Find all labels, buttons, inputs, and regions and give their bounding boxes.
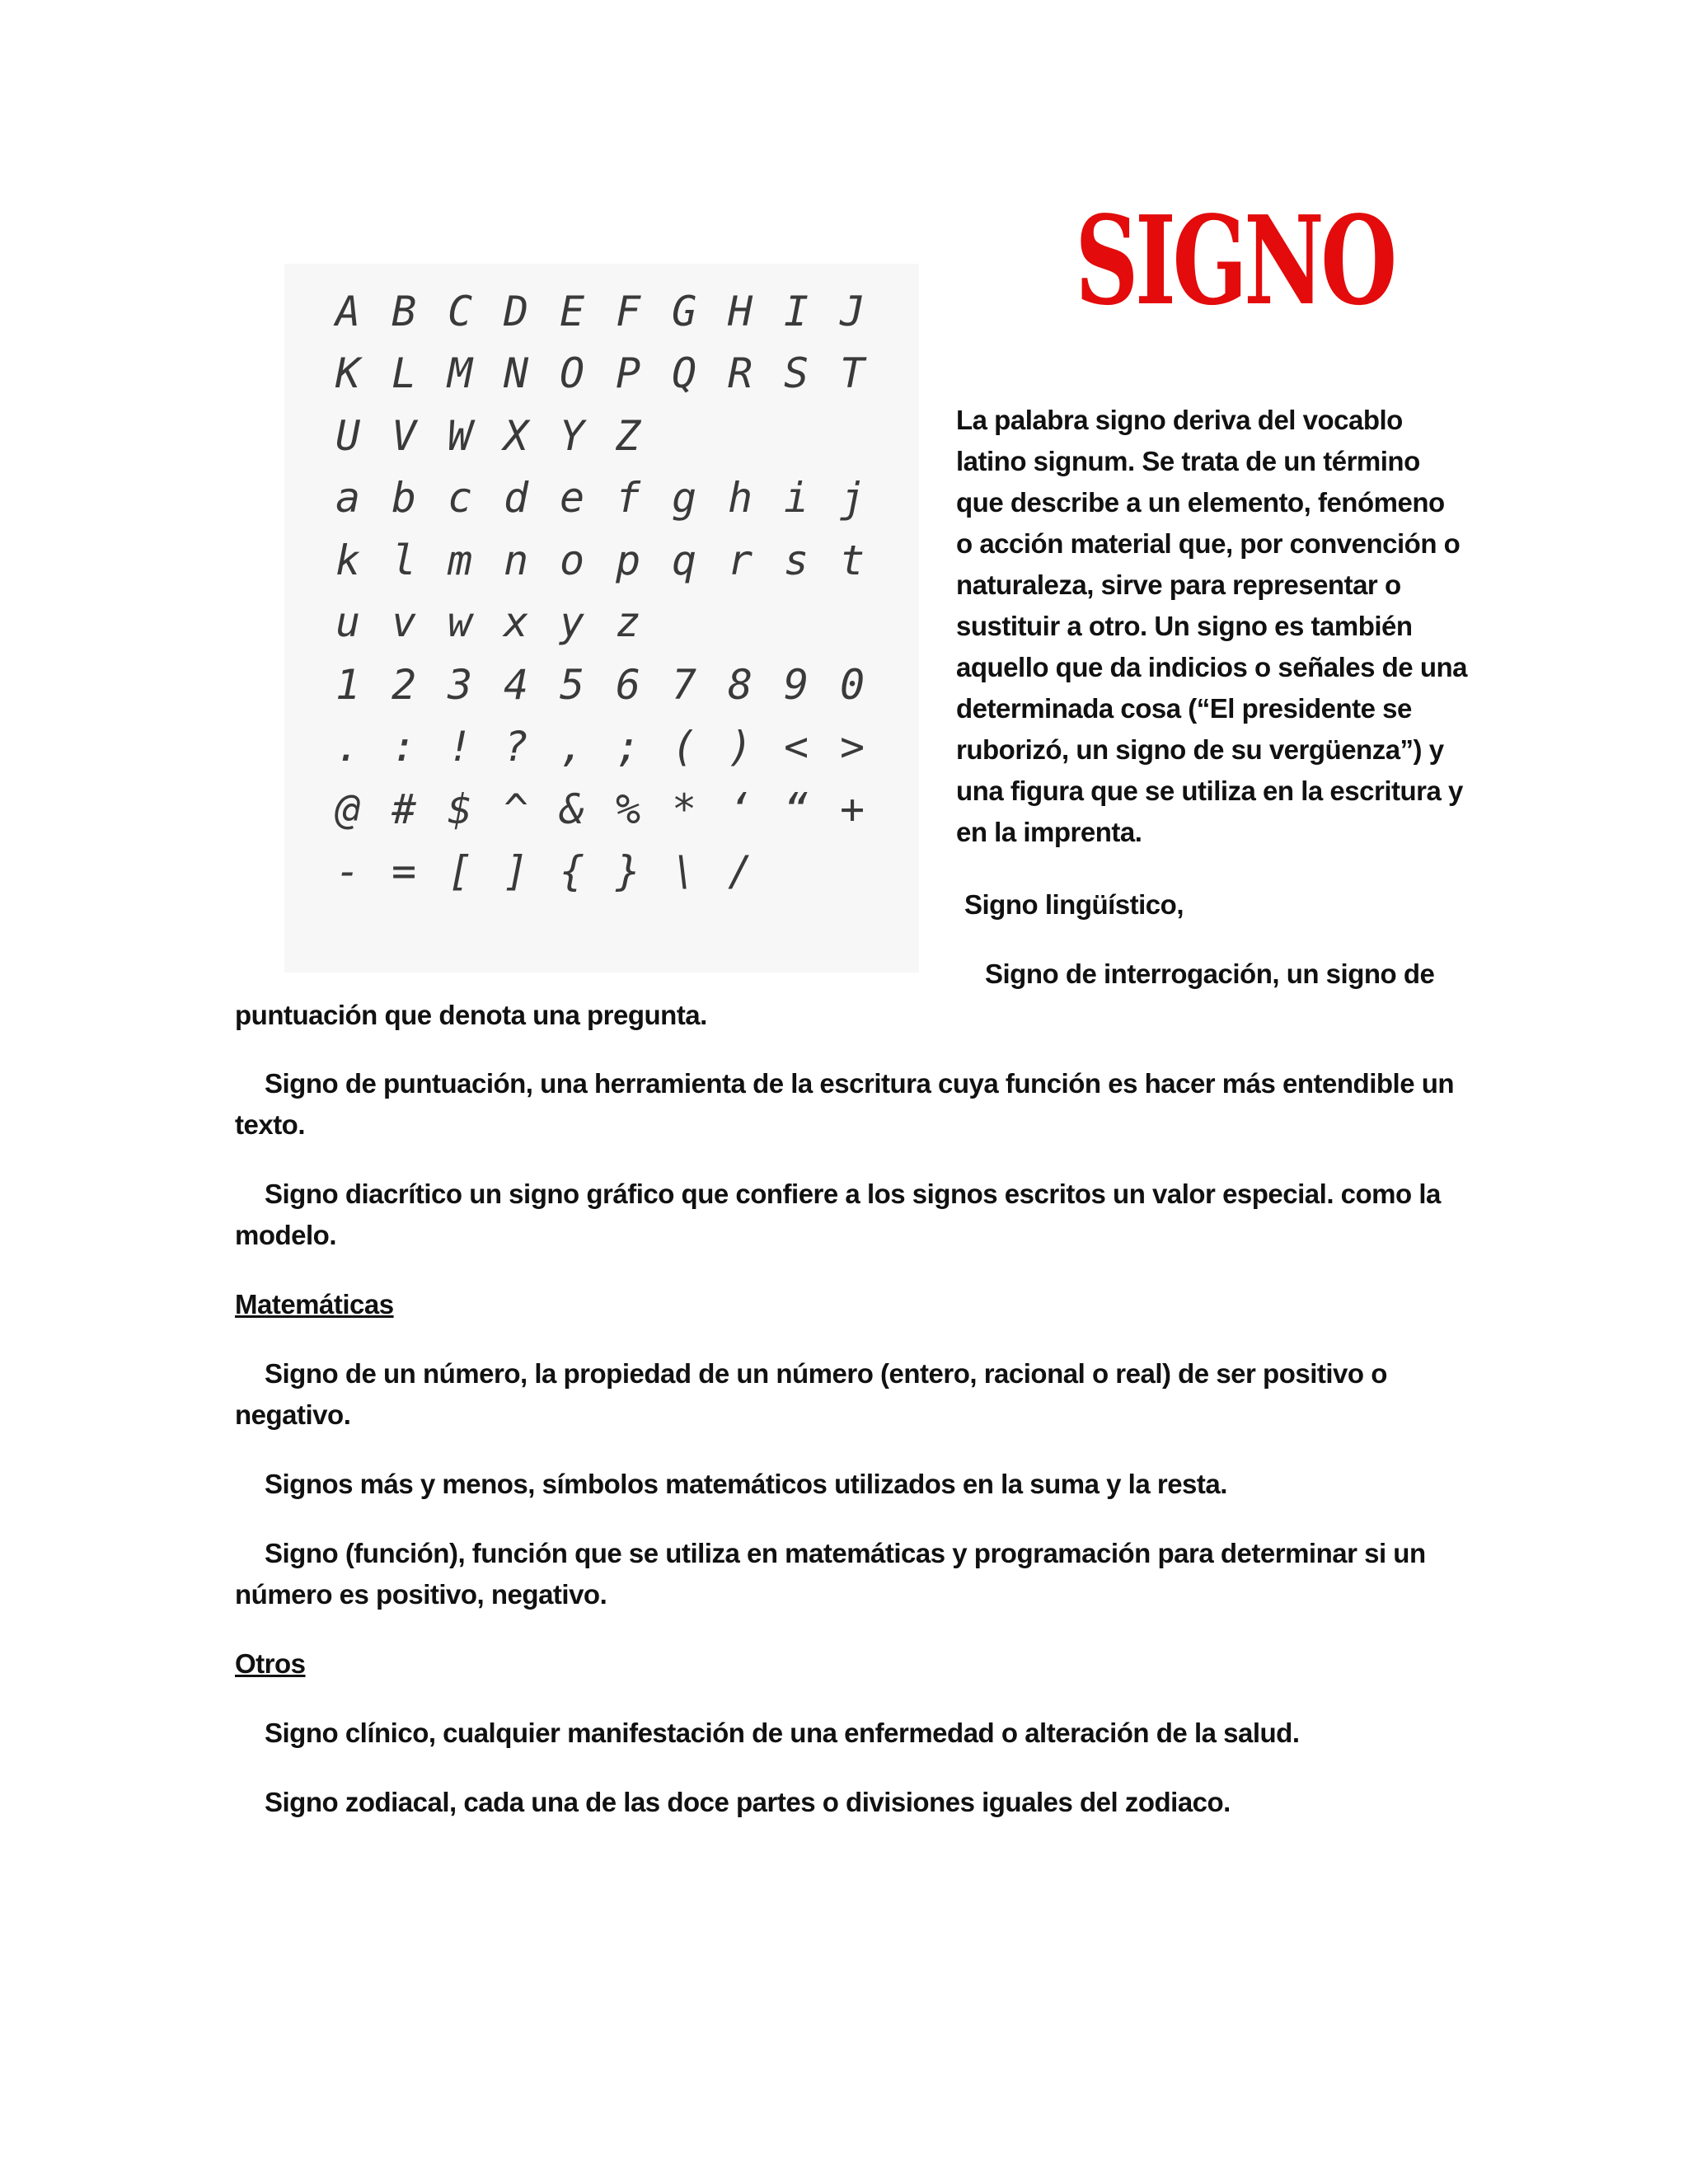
glyph: 6 (616, 660, 641, 709)
zodiac-sign-paragraph: Signo zodiacal, cada una de las doce partes o divisiones iguales del zodiaco. (265, 1787, 1231, 1817)
plus-minus-paragraph: Signos más y menos, símbolos matemáticos utilizados en la suma y la resta. (265, 1469, 1227, 1499)
glyph: p (616, 536, 641, 584)
glyph: s (784, 536, 809, 584)
glyph: q (672, 536, 697, 584)
glyph: D (504, 287, 529, 335)
glyph: 5 (560, 660, 585, 709)
glyph: % (616, 785, 641, 833)
glyph-row (335, 654, 896, 716)
glyph: ; (616, 723, 641, 771)
glyph: I (784, 287, 809, 335)
glyph: @ (335, 785, 361, 833)
glyph: / (728, 847, 753, 896)
glyph: r (728, 536, 753, 584)
glyph: ( (672, 723, 697, 771)
glyph: O (560, 349, 585, 398)
glyph: o (560, 536, 585, 584)
glyph: B (392, 287, 417, 335)
glyph: Y (560, 411, 585, 460)
glyph: t (840, 536, 865, 584)
glyph: a (335, 474, 361, 523)
glyph-row (335, 343, 896, 405)
mathematics-heading: Matemáticas (235, 1289, 394, 1319)
glyph: J (840, 287, 865, 335)
glyph: L (392, 349, 417, 398)
glyph: & (560, 785, 585, 833)
glyph: l (392, 536, 417, 584)
clinical-sign-paragraph: Signo clínico, cualquier manifestación de una enfermedad o alteración de la salud. (265, 1718, 1300, 1748)
glyph: 0 (840, 660, 865, 709)
linguistic-sign-line: Signo lingüístico, (964, 889, 1184, 920)
glyph-row (335, 841, 896, 903)
glyph: z (616, 598, 641, 647)
glyph: i (784, 474, 809, 523)
glyph: ? (504, 723, 529, 771)
glyph: 8 (728, 660, 753, 709)
interrogation-sign-continuation: puntuación que denota una pregunta. (235, 1000, 707, 1030)
glyph: - (335, 847, 361, 896)
glyph: K (335, 349, 361, 398)
glyph: ^ (504, 785, 529, 833)
glyph-row (335, 592, 896, 654)
glyph: f (616, 474, 641, 523)
diacritic-sign-paragraph: Signo diacrítico un signo gráfico que confiere a los signos escritos un valor especial. como la modelo. (235, 1179, 1441, 1250)
glyph: # (392, 785, 417, 833)
glyph: W (448, 411, 473, 460)
glyph: k (335, 536, 361, 584)
glyph: d (504, 474, 529, 523)
glyph-row (335, 405, 896, 467)
glyph-row (335, 778, 896, 841)
glyph: ) (728, 723, 753, 771)
glyph: x (504, 598, 529, 647)
glyph: X (504, 411, 529, 460)
glyph: T (840, 349, 865, 398)
glyph: G (672, 287, 697, 335)
glyph-row (335, 716, 896, 779)
glyph: v (392, 598, 417, 647)
glyph: * (672, 785, 697, 833)
glyph: 4 (504, 660, 529, 709)
page-title: SIGNO (1075, 189, 1394, 332)
character-grid (335, 280, 896, 902)
glyph: u (335, 598, 361, 647)
glyph: : (392, 723, 417, 771)
intro-section (956, 400, 1467, 853)
glyph: ‘ (728, 785, 753, 833)
glyph: > (840, 723, 865, 771)
glyph: w (448, 598, 473, 647)
glyph: { (560, 847, 585, 896)
glyph-row (335, 529, 896, 592)
glyph: . (335, 723, 361, 771)
glyph: P (616, 349, 641, 398)
glyph: c (448, 474, 473, 523)
glyph: A (335, 287, 361, 335)
glyph: n (504, 536, 529, 584)
glyph: e (560, 474, 585, 523)
glyph: Q (672, 349, 697, 398)
number-sign-paragraph: Signo de un número, la propiedad de un número (entero, racional o real) de ser positivo o negativo. (235, 1358, 1387, 1430)
punctuation-sign-paragraph: Signo de puntuación, una herramienta de la escritura cuya función es hacer más entendible un texto. (235, 1068, 1455, 1140)
intro-paragraph: La palabra signo deriva del vocablo latino signum. Se trata de un término que describe a un elemento, fenómeno o acción material que, por convención o naturaleza, sirve para representar o sustituir a otro. Un signo es también aquello que da indicios o señales de una determinada cosa (“El presidente se ruborizó, un signo de su vergüenza”) y una figura que se utiliza en la escritura y en la imprenta. (956, 405, 1467, 847)
glyph: E (560, 287, 585, 335)
glyph: 7 (672, 660, 697, 709)
character-set-image (284, 264, 919, 972)
glyph: = (392, 847, 417, 896)
glyph: 9 (784, 660, 809, 709)
glyph: N (504, 349, 529, 398)
glyph: \ (672, 847, 697, 896)
glyph-row (335, 280, 896, 343)
glyph: , (560, 723, 585, 771)
glyph: “ (784, 785, 809, 833)
sign-function-paragraph: Signo (función), función que se utiliza en matemáticas y programación para determinar si un número es positivo, negativo. (235, 1538, 1426, 1610)
glyph: F (616, 287, 641, 335)
glyph: V (392, 411, 417, 460)
glyph: M (448, 349, 473, 398)
glyph: + (840, 785, 865, 833)
glyph: ] (504, 847, 529, 896)
glyph: < (784, 723, 809, 771)
glyph: S (784, 349, 809, 398)
glyph: R (728, 349, 753, 398)
glyph: b (392, 474, 417, 523)
interrogation-sign-line: Signo de interrogación, un signo de (985, 958, 1435, 989)
glyph: g (672, 474, 697, 523)
glyph: 2 (392, 660, 417, 709)
glyph: ! (448, 723, 473, 771)
glyph: y (560, 598, 585, 647)
glyph: 3 (448, 660, 473, 709)
glyph: } (616, 847, 641, 896)
glyph: h (728, 474, 753, 523)
glyph: C (448, 287, 473, 335)
glyph: Z (616, 411, 641, 460)
glyph: 1 (335, 660, 361, 709)
glyph: [ (448, 847, 473, 896)
glyph: H (728, 287, 753, 335)
glyph: U (335, 411, 361, 460)
glyph-row (335, 467, 896, 530)
body-section (235, 1063, 1471, 1851)
others-heading: Otros (235, 1648, 306, 1679)
glyph: j (840, 474, 865, 523)
glyph: m (448, 536, 473, 584)
glyph: $ (448, 785, 473, 833)
